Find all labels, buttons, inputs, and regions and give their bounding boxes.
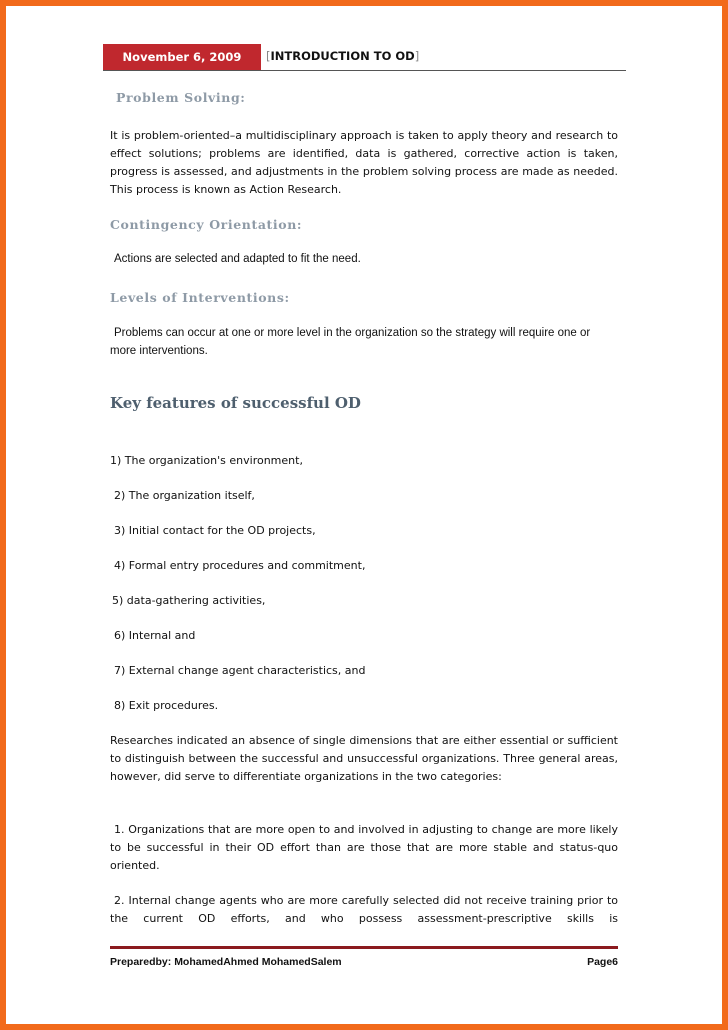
contingency-body: Actions are selected and adapted to fit the need. [114,253,361,265]
header-title-text: INTRODUCTION TO OD [270,49,415,63]
footer-prepared-by: Preparedby: MohamedAhmed MohamedSalem [110,956,342,968]
research-point-1: 1. Organizations that are more open to and involved in adjusting to change are more likely to be successful in their OD effort than are those that are more stable and status-quo oriented. [110,823,618,872]
key-feature-item-1: 1) The organization's environment, [110,454,303,467]
key-feature-item-3: 3) Initial contact for the OD projects, [114,524,316,537]
levels-body-text: Problems can occur at one or more level in the organization so the strategy will require one or more interventions. [110,327,591,357]
levels-body [110,324,610,360]
key-feature-item-7: 7) External change agent characteristics, and [114,664,366,677]
problem-solving-heading: Problem Solving: [116,90,246,105]
research-intro: Researches indicated an absence of single dimensions that are either essential or sufficient to distinguish between the successful and unsuccessful organizations. Three general areas, however, did serve to differentiate organizations in the two categories: [110,734,618,783]
header-bracket-open: [ [266,49,271,63]
footer-rule [110,946,618,949]
key-feature-item-2: 2) The organization itself, [114,489,255,502]
key-feature-item-5: 5) data-gathering activities, [112,594,266,607]
key-feature-item-6: 6) Internal and [114,629,196,642]
footer-page-number: Page6 [587,956,618,968]
key-feature-item-8: 8) Exit procedures. [114,699,219,712]
key-features-heading: Key features of successful OD [110,394,361,412]
header-rule [103,70,626,71]
research-point-2: 2. Internal change agents who are more carefully selected did not receive training prior to the current OD efforts, and who possess assessment-prescriptive skills is [110,894,618,925]
header-date: November 6, 2009 [103,44,261,70]
key-feature-item-4: 4) Formal entry procedures and commitment, [114,559,366,572]
header-bracket-close: ] [414,49,420,63]
contingency-heading: Contingency Orientation: [110,217,303,232]
problem-solving-body: It is problem-oriented–a multidisciplinary approach is taken to apply theory and research to effect solutions; problems are identified, data is gathered, corrective action is taken, progress is assessed, and adjustments in the problem solving process are made as needed. This process is known as Action Research. [110,129,618,196]
header-title [266,48,419,64]
levels-heading: Levels of Interventions: [110,290,290,305]
